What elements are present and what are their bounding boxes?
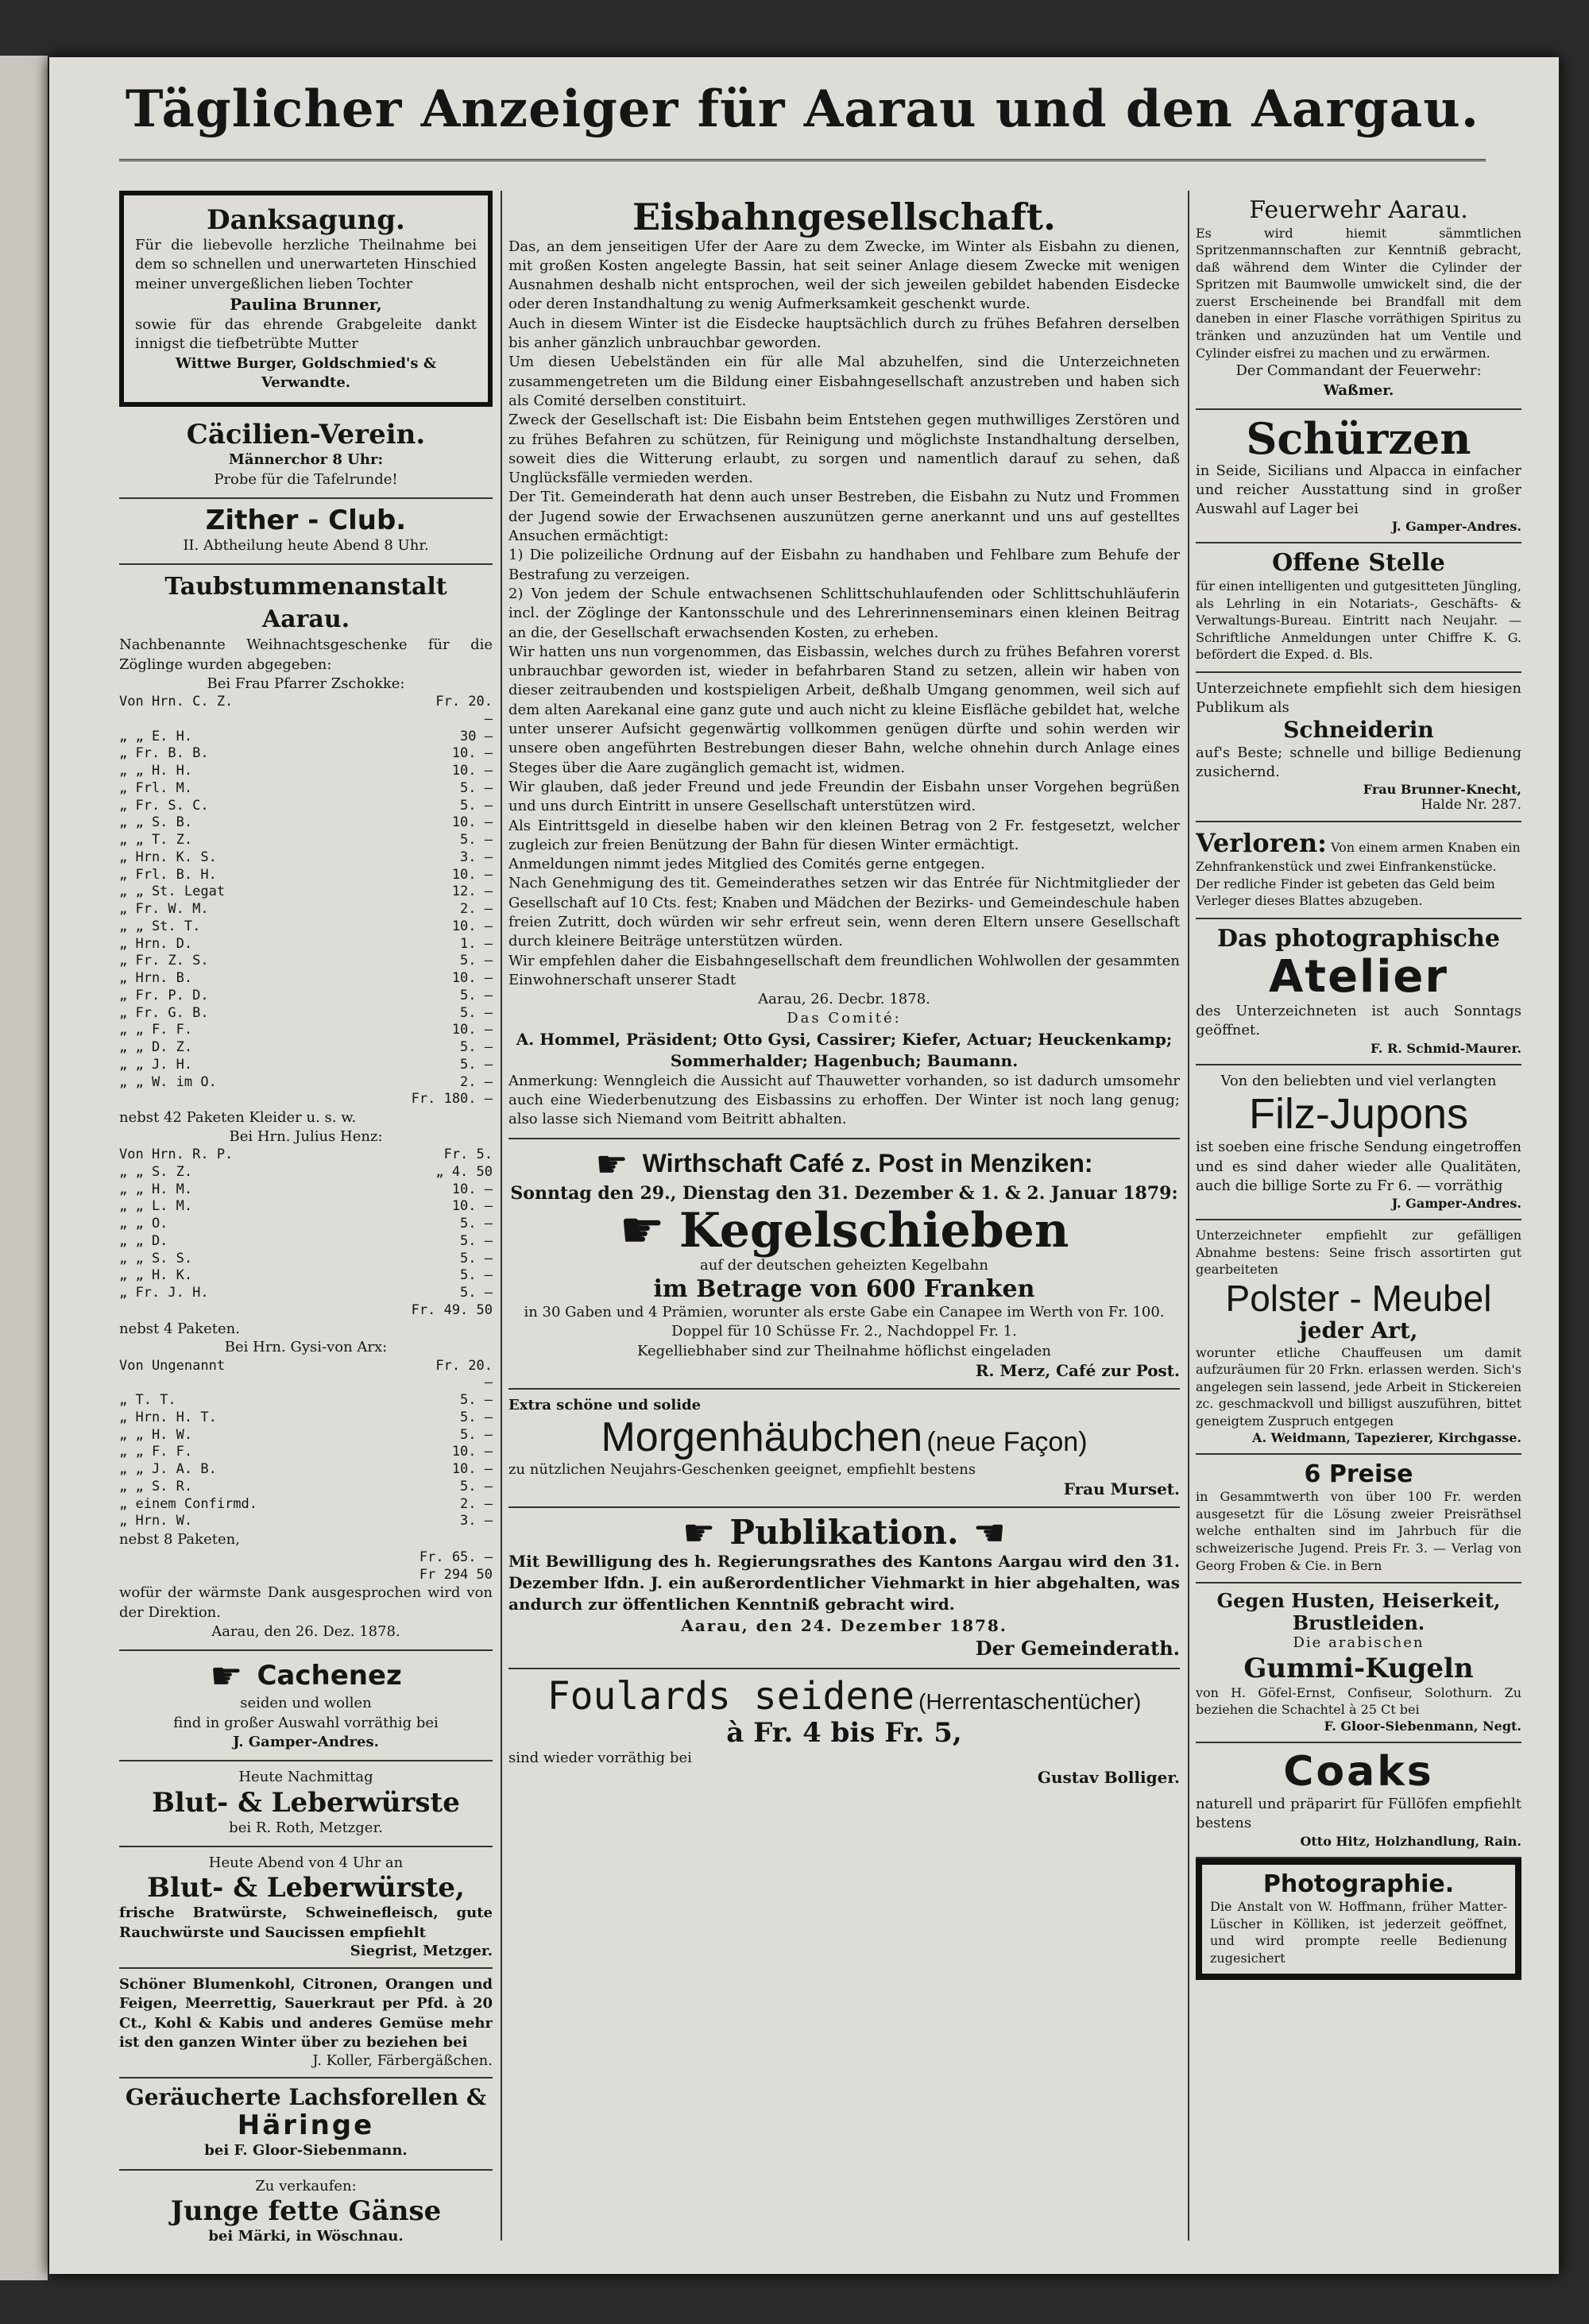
husten-ad	[1196, 1583, 1521, 1743]
blut2-title: Blut- & Leberwürste,	[147, 1872, 465, 1904]
jupons-body: ist soeben eine frische Sendung eingetroffen und es sind daher wieder alle Qualitäten, auch die billige Sorte zu Fr 6. — vorräthig	[1196, 1139, 1521, 1194]
kegel-line3: in 30 Gaben und 4 Prämien, worunter als erste Gabe ein Canapee im Werth von Fr. 100.	[524, 1304, 1165, 1321]
polster-line: Unterzeichneter empfiehlt zur gefälligen Abnahme bestens: Seine frisch assortirten gut gearbeiteten	[1196, 1228, 1521, 1278]
donor-row	[119, 1074, 493, 1092]
lachs-ad	[119, 2078, 493, 2171]
gaense-signature: bei Märki, in Wöschnau.	[208, 2228, 404, 2245]
donor-amount: 5. —	[460, 832, 493, 849]
donor-name: „ „ J. H.	[119, 1056, 193, 1073]
zither-title: Zither - Club.	[205, 504, 407, 536]
danksagung-name: Paulina Brunner,	[230, 294, 382, 314]
donor-row	[119, 1358, 493, 1393]
donor-row	[119, 970, 493, 988]
cachenez-title: Cachenez	[257, 1659, 402, 1692]
coaks-title: Coaks	[1283, 1747, 1434, 1796]
donor-row	[119, 694, 493, 729]
blumenkohl-body: Schöner Blumenkohl, Citronen, Orangen und Feigen, Meerrettig, Sauerkraut per Pfd. à 20 Ct., Kohl & Kabis und anderes Gemüse mehr ist den ganzen Winter über zu beziehen bei	[119, 1975, 493, 2051]
column-middle	[508, 191, 1180, 2249]
donor-name: „ Fr. W. M.	[119, 901, 209, 918]
gaense-line: Zu verkaufen:	[255, 2177, 357, 2194]
blut2-signature: Siegrist, Metzger.	[350, 1942, 493, 1959]
donor-row	[119, 1267, 493, 1285]
cachenez-signature: J. Gamper-Andres.	[233, 1733, 379, 1750]
donor-name: Von Hrn. R. P.	[119, 1147, 234, 1163]
caecilien-line2: Probe für die Tafelrunde!	[214, 470, 398, 488]
eis-p3: Um diesen Uebelständen ein für alle Mal abzuhelfen, sind die Unterzeichneten zusammengetreten um die Bildung einer Eisbahngesellschaft anzustreben und haben sich als Comité derselben constituirt.	[508, 354, 1180, 409]
donor-row	[119, 901, 493, 918]
donor-amount: 10. —	[451, 1461, 493, 1478]
kegel-line4: Doppel für 10 Schüsse Fr. 2., Nachdoppel Fr. 1.	[671, 1323, 1017, 1340]
blumenkohl-ad	[119, 1969, 493, 2078]
schuerzen-ad	[1196, 410, 1521, 544]
taub-intro: Nachbenannte Weihnachtsgeschenke für die Zöglinge wurden abgegeben:	[119, 636, 493, 673]
donor-name: „ „ J. A. B.	[119, 1461, 217, 1478]
eis-title: Eisbahngesellschaft.	[632, 195, 1057, 238]
pub-signature: Der Gemeinderath.	[975, 1636, 1180, 1660]
donor-amount: 5. —	[460, 1004, 493, 1021]
donor-amount: 5. —	[460, 1056, 493, 1073]
donor-name: „ „ H. H.	[119, 763, 193, 779]
schneiderin-signature: Frau Brunner-Knecht,	[1363, 782, 1521, 798]
donor-name: „ „ H. W.	[119, 1426, 193, 1443]
kegel-title: Wirthschaft Café z. Post in Menziken:	[642, 1149, 1093, 1178]
donor-amount: 3. —	[460, 1513, 493, 1529]
blut1-signature: bei R. Roth, Metzger.	[229, 1819, 383, 1836]
donor-row	[119, 1479, 493, 1496]
taub-note2: nebst 4 Paketen.	[119, 1320, 240, 1337]
taub-title: Taubstummenanstalt Aarau.	[164, 573, 447, 633]
danksagung-body2: sowie für das ehrende Grabgeleite dankt innigst die tiefbetrübte Mutter	[135, 315, 477, 353]
cachenez-line1: seiden und wollen	[240, 1695, 372, 1712]
husten-line: Die arabischen	[1293, 1634, 1425, 1652]
donor-amount: 10. —	[451, 970, 493, 987]
zither-notice	[119, 499, 493, 565]
blut-ad-1	[119, 1761, 493, 1847]
blut1-title: Blut- & Leberwürste	[152, 1786, 460, 1819]
donor-name: „ „ L. M.	[119, 1198, 193, 1215]
jupons-signature: J. Gamper-Andres.	[1391, 1196, 1521, 1212]
donor-amount: 5. —	[460, 1267, 493, 1284]
pub-title: Publikation.	[729, 1512, 959, 1552]
donor-row	[119, 832, 493, 849]
donor-name: „ Hrn. B.	[119, 970, 193, 987]
danksagung-notice	[119, 191, 493, 407]
donor-row	[119, 1057, 493, 1074]
donor-name: „ Frl. B. H.	[119, 866, 217, 883]
cachenez-ad	[119, 1651, 493, 1761]
donor-name: „ „ D. Z.	[119, 1039, 193, 1056]
husten-body: von H. Göfel-Ernst, Confiseur, Solothurn. Zu beziehen die Schachtel à 25 Ct bei	[1196, 1684, 1521, 1718]
donor-row	[119, 1198, 493, 1216]
donor-name: „ Hrn. K. S.	[119, 849, 217, 865]
eis-p1: Das, an dem jenseitigen Ufer der Aare zu dem Zwecke, im Winter als Eisbahn zu dienen, mit großen Kosten angelegte Bassin, hat seit seiner Anlage diesem Zwecke mit wenigen Ausnahmen deshalb nicht entsprochen, weil der sich jeweilen gebildet habenden Eisdecke oder deren Instandhaltung zu wenig Aufmerksamkeit geschenkt wurde.	[508, 238, 1180, 313]
polster-body: worunter etliche Chauffeusen um damit aufzuräumen für 20 Frkn. erlassen werden. Sich's angelegen sein lassend, jede Arbeit in Stickereien zc. geschmackvoll und billigst auszuführen, bittet geneigtem Zuspruch entgegen	[1196, 1344, 1521, 1429]
atelier-ad	[1196, 919, 1521, 1065]
donor-amount: „ 4. 50	[435, 1163, 493, 1180]
husten-title: Gegen Husten, Heiserkeit, Brustleiden.	[1216, 1589, 1501, 1634]
donor-amount: 5. —	[460, 1409, 493, 1425]
haube-title2: (neue Façon)	[926, 1426, 1088, 1457]
donor-name: „ „ S. Z.	[119, 1163, 193, 1180]
donor-row	[119, 918, 493, 936]
donor-name: „ „ S. R.	[119, 1478, 193, 1495]
donor-row	[119, 1233, 493, 1251]
haube-line: Extra schöne und solide	[508, 1397, 702, 1414]
eisbahn-article	[508, 191, 1180, 1139]
pub-date: Aarau, den 24. Dezember 1878.	[681, 1615, 1007, 1635]
kegel-line1: auf der deutschen geheizten Kegelbahn	[700, 1257, 988, 1274]
donor-row	[119, 1513, 493, 1530]
donor-row	[119, 849, 493, 867]
pointing-hand-icon: ☛	[682, 1510, 716, 1554]
donor-amount: 2. —	[460, 1495, 493, 1512]
pub-body: Mit Bewilligung des h. Regierungsrathes des Kantons Aargau wird den 31. Dezember lfdn. J. ein außerordentlicher Viehmarkt in hier abgehalten, was andurch zur öffentlichen Kenntniß gebracht wird.	[508, 1551, 1180, 1614]
stelle-body: für einen intelligenten und gutgesitteten Jüngling, als Lehrling in ein Notariats-, Geschäfts- & Verwaltungs-Bureau. Eintritt nach Neujahr. — Schriftliche Anmeldungen unter Chiffre K. G. befördert die Exped. d. Bls.	[1196, 578, 1521, 663]
eis-p11: Anmeldungen nimmt jedes Mitglied des Comités gerne entgegen.	[508, 856, 985, 873]
schneiderin-line: Unterzeichnete empfiehlt sich dem hiesigen Publikum als	[1196, 679, 1521, 717]
blut1-line: Heute Nachmittag	[238, 1769, 373, 1786]
adjacent-page-edge	[0, 56, 48, 2280]
haube-signature: Frau Murset.	[1063, 1479, 1180, 1498]
eis-p6: 1) Die polizeiliche Ordnung auf der Eisbahn zu handhaben und Fehlbare zum Behufe der Bestrafung zu verzeigen.	[508, 547, 1180, 583]
column-right	[1196, 191, 1521, 2249]
eis-p4: Zweck der Gesellschaft ist: Die Eisbahn beim Entstehen gegen muthwilliges Zerstören und zu frühes Befahren zu schützen, für Reinigung und möglichste Instandhaltung derselben, soweit dies die Witterung erlaubt, zu sorgen und namentlich darauf zu sehen, daß Unglücksfälle vermieden werden.	[508, 412, 1180, 487]
donor-amount: Fr. 5.	[443, 1147, 493, 1163]
donor-name: „ Hrn. H. T.	[119, 1409, 217, 1425]
morgenhaeubchen-ad	[508, 1390, 1180, 1508]
donor-name: „ Fr. J. H.	[119, 1285, 209, 1301]
foulards-ad	[508, 1669, 1180, 1795]
husten-big: Gummi-Kugeln	[1243, 1652, 1474, 1684]
donor-amount: 2. —	[460, 901, 493, 918]
blut2-body: frische Bratwürste, Schweinefleisch, gute Rauchwürste und Saucissen empfiehlt	[119, 1904, 493, 1941]
polster-signature: A. Weidmann, Tapezierer, Kirchgasse.	[1252, 1429, 1521, 1445]
donor-row	[119, 1285, 493, 1302]
donor-row	[119, 798, 493, 815]
donor-row	[119, 1251, 493, 1268]
verloren-title: Verloren:	[1196, 828, 1327, 859]
taub-sum1: Fr. 180. —	[411, 1091, 493, 1108]
donor-name: „ „ S. B.	[119, 814, 193, 831]
taub-thanks: wofür der wärmste Dank ausgesprochen wird von der Direktion.	[119, 1584, 493, 1621]
donor-name: „ Hrn. W.	[119, 1513, 193, 1529]
donor-amount: 10. —	[451, 866, 493, 883]
coaks-body: naturell und präparirt für Füllöfen empfiehlt bestens	[1196, 1796, 1521, 1832]
donor-name: „ Frl. M.	[119, 779, 193, 796]
foulards-price: à Fr. 4 bis Fr. 5,	[726, 1716, 962, 1749]
gaense-title: Junge fette Gänse	[170, 2195, 442, 2227]
blumenkohl-signature: J. Koller, Färbergäßchen.	[312, 2052, 493, 2070]
schneiderin-address: Halde Nr. 287.	[1421, 797, 1521, 814]
feuer-sig2: Waßmer.	[1323, 381, 1394, 399]
donor-row	[119, 867, 493, 884]
donor-amount: 1. —	[460, 935, 493, 952]
pointing-hand-icon: ☛	[210, 1654, 243, 1698]
donor-row	[119, 1164, 493, 1181]
taub-note3: nebst 8 Paketen,	[119, 1531, 240, 1549]
donor-row	[119, 814, 493, 832]
donor-amount: 10. —	[451, 763, 493, 779]
caecilien-line1: Männerchor 8 Uhr:	[228, 451, 384, 469]
feuerwehr-notice	[1196, 191, 1521, 410]
atelier-signature: F. R. Schmid-Maurer.	[1371, 1040, 1521, 1056]
donor-amount: 5. —	[460, 779, 493, 796]
schneiderin-ad	[1196, 673, 1521, 822]
donor-amount: 5. —	[460, 953, 493, 969]
atelier-line: Das photographische	[1217, 924, 1500, 953]
photo-title: Photographie.	[1262, 1870, 1455, 1898]
masthead: Täglicher Anzeiger für Aarau und den Aargau.	[119, 79, 1486, 161]
donor-amount: 10. —	[451, 1022, 493, 1038]
donor-amount: 10. —	[451, 918, 493, 934]
donor-row	[119, 1005, 493, 1023]
schneiderin-title: Schneiderin	[1283, 717, 1434, 744]
kegel-ad	[508, 1139, 1180, 1390]
jupons-line: Von den beliebten und viel verlangten	[1220, 1072, 1497, 1089]
foulards-title: Foulards seidene	[547, 1673, 915, 1719]
polster-title2: jeder Art,	[1299, 1317, 1418, 1344]
eis-p2: Auch in diesem Winter ist die Eisdecke hauptsächlich durch zu frühes Befahren derselben bis anher gänzlich unbrauchbar geworden.	[508, 315, 1180, 352]
donor-name: „ „ O.	[119, 1216, 168, 1232]
caecilien-notice	[119, 413, 493, 499]
donor-name: „ einem Confirmd.	[119, 1495, 257, 1512]
feuer-title: Feuerwehr Aarau.	[1249, 196, 1468, 224]
donor-amount: 5. —	[460, 1426, 493, 1443]
blut-ad-2	[119, 1847, 493, 1969]
donor-row	[119, 1496, 493, 1514]
donor-row	[119, 1022, 493, 1039]
donor-amount: 5. —	[460, 1232, 493, 1249]
donor-amount: 5. —	[460, 1392, 493, 1409]
taub-note1: nebst 42 Paketen Kleider u. s. w.	[119, 1109, 357, 1127]
kegel-big: Kegelschieben	[679, 1202, 1069, 1259]
lachs-title: Geräucherte Lachsforellen &	[125, 2084, 487, 2111]
donor-amount: 5. —	[460, 797, 493, 814]
taubstummen-notice	[119, 565, 493, 1651]
donor-name: „ Hrn. D.	[119, 935, 193, 952]
donor-amount: Fr. 20. —	[435, 694, 493, 727]
donor-name: „ „ F. F.	[119, 1444, 193, 1460]
lachs-title2: Häringe	[237, 2109, 375, 2142]
donor-name: „ „ D.	[119, 1232, 168, 1249]
donor-name: „ „ W. im O.	[119, 1073, 217, 1090]
taub-by1: Bei Frau Pfarrer Zschokke:	[207, 675, 405, 692]
eis-p7: 2) Von jedem der Schule entwachsenen Schlittschuhlaufenden oder Schlittschuhläuferin incl. der Zöglinge der Kantonsschule und des Lehrerinnenseminars einen kleinen Beitrag an die, der Gesellschaft erwachsenden Kosten, zu erheben.	[508, 585, 1180, 641]
donor-amount: 10. —	[451, 1444, 493, 1460]
donor-name: Von Ungenannt	[119, 1357, 226, 1374]
donor-amount: 2. —	[460, 1073, 493, 1090]
schuerzen-title: Schürzen	[1246, 412, 1471, 464]
caecilien-title: Cäcilien-Verein.	[186, 419, 426, 451]
eis-note: Anmerkung: Wenngleich die Aussicht auf Thauwetter vorhanden, so ist dadurch umsomehr auch eine Wiederbenutzung des Eisbassins zu erhoffen. Der Winter ist noch lang genug; also lasse sich Niemand vom Beitritt abhalten.	[508, 1072, 1180, 1128]
atelier-title: Atelier	[1268, 951, 1449, 1003]
donor-amount: 12. —	[451, 884, 493, 900]
donor-amount: Fr. 20. —	[435, 1357, 493, 1391]
donor-name: „ „ E. H.	[119, 728, 193, 744]
taub-by2: Bei Hrn. Julius Henz:	[229, 1127, 383, 1145]
donor-amount: 5. —	[460, 1250, 493, 1266]
donor-amount: 3. —	[460, 849, 493, 865]
pointing-hand-icon: ☛	[595, 1142, 628, 1185]
cachenez-line2: find in großer Auswahl vorräthig bei	[173, 1714, 439, 1731]
danksagung-signature: Wittwe Burger, Goldschmied's & Verwandte.	[175, 354, 437, 391]
eis-p13: Wir empfehlen daher die Eisbahngesellschaft dem freundlichen Wohlwollen der gesammten Einwohnerschaft unserer Stadt	[508, 952, 1180, 988]
donor-row	[119, 1409, 493, 1427]
verloren-body: Von einem armen Knaben ein Zehnfrankenstück und zwei Einfrankenstücke. Der redliche Finder ist gebeten das Geld beim Verleger dieses Blattes abzugeben.	[1196, 840, 1521, 909]
donor-name: „ Fr. Z. S.	[119, 953, 209, 969]
column-left	[119, 191, 493, 2249]
donor-name: „ „ St. T.	[119, 918, 201, 934]
pointing-hand-left-icon: ☚	[972, 1510, 1006, 1554]
donor-amount: 10. —	[451, 814, 493, 831]
verloren-notice	[1196, 822, 1521, 919]
polster-ad	[1196, 1220, 1521, 1455]
donor-row	[119, 1147, 493, 1164]
polster-title: Polster - Meubel	[1225, 1277, 1492, 1319]
donor-name: „ Fr. P. D.	[119, 987, 209, 1003]
atelier-body: des Unterzeichneten ist auch Sonntags geöffnet.	[1196, 1002, 1521, 1039]
feuer-sig1: Der Commandant der Feuerwehr:	[1235, 362, 1482, 380]
taub-donor-list-3	[119, 1358, 493, 1531]
donor-row	[119, 1039, 493, 1057]
foulards-line: sind wieder vorräthig bei	[508, 1749, 692, 1766]
lachs-signature: bei F. Gloor-Siebenmann.	[204, 2142, 408, 2160]
kegel-dates: Sonntag den 29., Dienstag den 31. Dezember & 1. & 2. Januar 1879:	[510, 1182, 1178, 1204]
donor-amount: 5. —	[460, 1285, 493, 1301]
publikation-notice	[508, 1508, 1180, 1669]
eis-comite-label: Das Comité:	[787, 1010, 902, 1027]
donor-row	[119, 1181, 493, 1199]
taub-donor-list-2	[119, 1147, 493, 1302]
donor-name: „ Fr. S. C.	[119, 797, 209, 814]
column-rule-2	[1188, 191, 1189, 2241]
eis-p5: Der Tit. Gemeinderath hat denn auch unser Bestreben, die Eisbahn zu Nutz und Frommen der Jugend sowie der Erwachsenen auszunützen gerne anerkannt und uns auf gestelltes Ansuchen ermächtigt:	[508, 489, 1180, 545]
gaense-ad	[119, 2171, 493, 2249]
donor-name: „ „ F. F.	[119, 1022, 193, 1038]
eis-members: A. Hommel, Präsident; Otto Gysi, Cassirer; Kiefer, Actuar; Heuckenkamp; Sommerhalder; Hagenbuch; Baumann.	[516, 1029, 1173, 1070]
husten-signature: F. Gloor-Siebenmann, Negt.	[1324, 1718, 1521, 1734]
zither-line: II. Abtheilung heute Abend 8 Uhr.	[183, 536, 429, 554]
taub-sum3: Fr. 65. —	[419, 1549, 493, 1565]
donor-name: Von Hrn. C. Z.	[119, 694, 234, 710]
pointing-hand-icon: ☛	[619, 1201, 665, 1261]
feuer-body: Es wird hiemit sämmtlichen Spritzenmannschaften zur Kenntniß gebracht, daß während dem Winter die Cylinder der Spritzen mit Baumwolle umwickelt sind, die der zuerst Erscheinende bei Brandfall mit dem daneben in einer Flasche vorräthigen Spiritus zu tränken und anzuzünden hat um Ventile und Cylinder eisfrei zu machen und zu erwärmen.	[1196, 225, 1521, 361]
kegel-line5: Kegelliebhaber sind zur Theilnahme höflichst eingeladen	[637, 1342, 1051, 1359]
taub-date: Aarau, den 26. Dez. 1878.	[211, 1623, 400, 1641]
schneiderin-body: auf's Beste; schnelle und billige Bedienung zusichernd.	[1196, 744, 1521, 780]
preise-ad	[1196, 1455, 1521, 1583]
danksagung-body: Für die liebevolle herzliche Theilnahme bei dem so schnellen und unerwarteten Hinschied meiner unvergeßlichen lieben Tochter	[135, 237, 477, 292]
preise-title: 6 Preise	[1304, 1460, 1413, 1488]
donor-amount: 5. —	[460, 1039, 493, 1056]
stelle-title: Offene Stelle	[1272, 549, 1445, 578]
donor-row	[119, 988, 493, 1005]
donor-row	[119, 1427, 493, 1444]
filz-jupons-ad	[1196, 1065, 1521, 1221]
taub-by3: Bei Hrn. Gysi-von Arx:	[224, 1339, 388, 1356]
donor-row	[119, 1444, 493, 1461]
donor-row	[119, 1392, 493, 1409]
donor-row	[119, 745, 493, 763]
donor-amount: 10. —	[451, 1198, 493, 1215]
donor-row	[119, 729, 493, 746]
donor-row	[119, 763, 493, 780]
donor-amount: 5. —	[460, 1216, 493, 1232]
kegel-line2: im Betrage von 600 Franken	[653, 1274, 1035, 1303]
photo-body: Die Anstalt von W. Hoffmann, früher Matter-Lüscher in Kölliken, ist jederzeit geöffnet, und wird prompte reelle Bedienung zugesichert	[1210, 1899, 1507, 1966]
donor-name: „ „ S. S.	[119, 1250, 193, 1266]
donor-row	[119, 936, 493, 953]
donor-name: „ „ H. K.	[119, 1267, 193, 1284]
donor-row	[119, 1216, 493, 1233]
schuerzen-body: in Seide, Sicilians und Alpacca in einfacher und reicher Ausstattung sind in großer Auswahl auf Lager bei	[1196, 462, 1521, 518]
donor-name: „ „ St. Legat	[119, 884, 226, 900]
donor-amount: 5. —	[460, 987, 493, 1003]
column-rule-1	[501, 191, 502, 2241]
blut2-line: Heute Abend von 4 Uhr an	[208, 1854, 404, 1871]
donor-name: „ „ T. Z.	[119, 832, 193, 849]
eis-date: Aarau, 26. Decbr. 1878.	[758, 991, 930, 1008]
donor-row	[119, 953, 493, 970]
eis-p12: Nach Genehmigung des tit. Gemeinderathes setzen wir das Entrée für Nichtmitglieder der Gesellschaft auf 10 Cts. fest; Knaben und Mädchen der Bezirks- und Gemeindeschule haben freien Zutritt, doch würden wir sehr erfreut sein, wenn deren Eltern unsere Gesellschaft durch kleinere Beiträge unterstützen würden.	[508, 875, 1180, 950]
donor-amount: 30 —	[460, 728, 493, 744]
preise-body: in Gesammtwerth von über 100 Fr. werden ausgesetzt für die Lösung zweier Preisräthsel welche enthalten sind im Jahrbuch für die schweizerische Jugend. Preis Fr. 3. — Verlag von Georg Froben & Cie. in Bern	[1196, 1489, 1521, 1573]
donor-name: „ T. T.	[119, 1392, 176, 1409]
offene-stelle-ad	[1196, 543, 1521, 672]
donor-name: „ Fr. B. B.	[119, 745, 209, 762]
donor-row	[119, 884, 493, 901]
donor-amount: 10. —	[451, 745, 493, 762]
coaks-signature: Otto Hitz, Holzhandlung, Rain.	[1300, 1833, 1521, 1849]
haube-title: Morgenhäubchen	[601, 1413, 923, 1460]
haube-body: zu nützlichen Neujahrs-Geschenken geeignet, empfiehlt bestens	[508, 1460, 976, 1478]
donor-amount: 5. —	[460, 1478, 493, 1495]
jupons-title: Filz-Jupons	[1248, 1089, 1469, 1138]
danksagung-title: Danksagung.	[207, 204, 405, 236]
taub-donor-list-1	[119, 694, 493, 1091]
schuerzen-signature: J. Gamper-Andres.	[1391, 519, 1521, 535]
foulards-signature: Gustav Bolliger.	[1037, 1767, 1180, 1787]
eis-p9: Wir glauben, daß jeder Freund und jede Freundin der Eisbahn unser Vorgehen begrüßen und uns durch Eintritt in unsere Gesellschaft unterstützen wird.	[508, 778, 1180, 815]
photographie-ad	[1196, 1858, 1521, 1980]
taub-total: Fr 294 50	[419, 1566, 493, 1583]
donor-amount: 10. —	[451, 1181, 493, 1197]
foulards-paren: (Herrentaschentücher)	[918, 1688, 1142, 1714]
eis-p10: Als Eintrittsgeld in dieselbe haben wir den kleinen Betrag von 2 Fr. festgesetzt, welcher zugleich zur freien Benützung der Bahn für diesen Winter ermächtigt.	[508, 817, 1180, 853]
taub-sum2: Fr. 49. 50	[411, 1301, 493, 1318]
donor-name: „ „ H. M.	[119, 1181, 193, 1197]
coaks-ad	[1196, 1743, 1521, 1858]
donor-row	[119, 780, 493, 798]
donor-name: „ Fr. G. B.	[119, 1004, 209, 1021]
eis-p8: Wir hatten uns nun vorgenommen, das Eisbassin, welches durch zu frühes Befahren vorerst unbrauchbar geworden ist, wieder in befahrbaren Stand zu setzen, allein wir haben von dieser zeitraubenden und kostspieligen Arbeit, deßhalb Umgang genommen, weil sich auf dem alten Aarekanal eine ganz gute und auch nicht zu kleine Eisfläche gebildet hat, welche unter unserer Aufsicht gegenwärtig vollkommen genügen dürfte und sohin werden wir unsere oben angeführten Bestrebungen dieser Bahn, welche ohnehin durch Anlage eines Steges über die Aare zugänglich gemacht ist, widmen.	[508, 643, 1180, 776]
donor-row	[119, 1461, 493, 1479]
kegel-signature: R. Merz, Café zur Post.	[975, 1361, 1180, 1381]
